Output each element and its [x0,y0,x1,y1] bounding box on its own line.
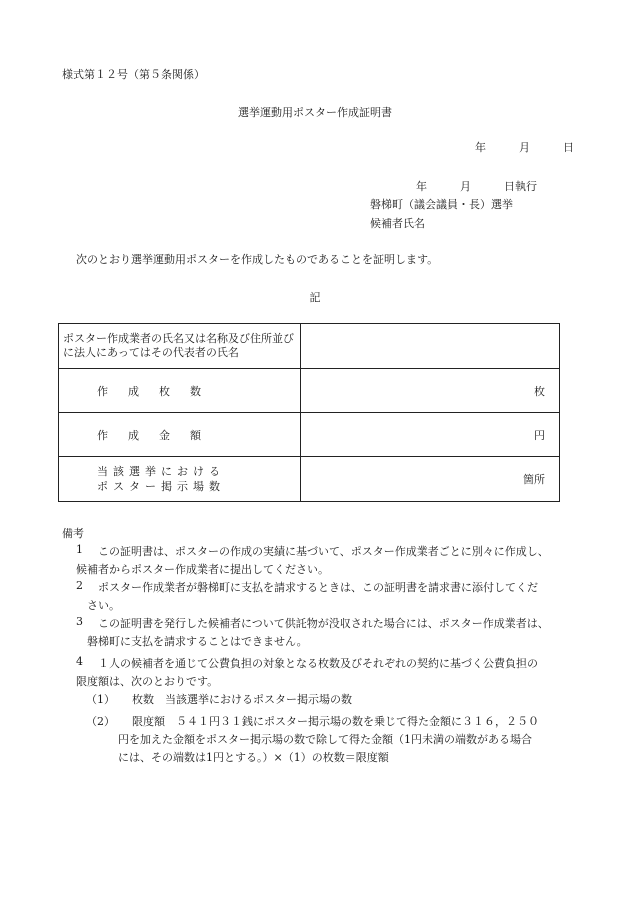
date-year: 年 [475,141,486,154]
note-text: 候補者からポスター作成業者に提出してください。 [76,563,329,576]
note-text: 限度額は、次のとおりです。 [76,675,219,688]
subitem-text: には、その端数は1円とする。）×（1）の枚数＝限度額 [118,751,389,764]
date-day: 日 [563,141,574,154]
table-row [59,413,560,457]
subitem-text: 限度額 ５４１円３１銭にポスター掲示場の数を乗じて得た金額に３１６，２５０ [132,715,539,728]
exec-month: 月 [460,180,471,193]
certificate-table [58,323,560,502]
note-text: この証明書を発行した候補者について供託物が没収された場合には、ポスター作成業者は、 [98,617,549,630]
notes-heading: 備考 [62,527,84,540]
subitem-text: 円を加えた金額をポスター掲示場の数で除して得た金額（1円未満の端数がある場合 [118,733,532,746]
subitem-number: （2） [86,715,115,728]
table-row [59,324,560,369]
note-text: 磐梯町に支払を請求することはできません。 [87,635,308,648]
issue-date [475,139,574,155]
exec-day: 日執行 [504,180,537,193]
form-number: 様式第１２号（第５条関係） [62,68,205,81]
poster-site-unit[interactable]: 箇所 [301,457,560,502]
note-number: 4 [76,655,83,668]
subitem-text: 枚数 当該選挙におけるポスター掲示場の数 [132,693,352,706]
note-text: この証明書は、ポスターの作成の実績に基づいて、ポスター作成業者ごとに別々に作成し、 [98,545,549,558]
amount-unit[interactable]: 円 [301,413,560,457]
note-number: 1 [76,543,83,556]
quantity-unit[interactable]: 枚 [301,369,560,413]
note-number: 3 [76,615,83,628]
quantity-label: 作成枚数 [59,369,301,413]
table-row [59,457,560,502]
execution-date [416,178,537,194]
ki-heading: 記 [309,291,321,304]
table-row [59,369,560,413]
poster-site-label: 当該選挙における ポスター掲示場数 [59,457,301,502]
note-number: 2 [76,579,83,592]
exec-year: 年 [416,180,427,193]
document-title: 選挙運動用ポスター作成証明書 [238,106,392,119]
subitem-number: （1） [86,693,115,706]
amount-label: 作成金額 [59,413,301,457]
candidate-name-label: 候補者氏名 [370,217,425,230]
date-month: 月 [519,141,530,154]
producer-label: ポスター作成業者の氏名又は名称及び住所並びに法人にあってはその代表者の氏名 [59,324,301,369]
note-text: さい。 [87,599,120,612]
note-text: ポスター作成業者が磐梯町に支払を請求するときは、この証明書を請求書に添付してくだ [98,581,538,594]
note-text: １人の候補者を通じて公費負担の対象となる枚数及びそれぞれの契約に基づく公費負担の [98,657,538,670]
election-name: 磐梯町（議会議員・長）選挙 [370,198,513,211]
certification-statement: 次のとおり選挙運動用ポスターを作成したものであることを証明します。 [76,253,439,266]
producer-value[interactable] [301,324,560,369]
